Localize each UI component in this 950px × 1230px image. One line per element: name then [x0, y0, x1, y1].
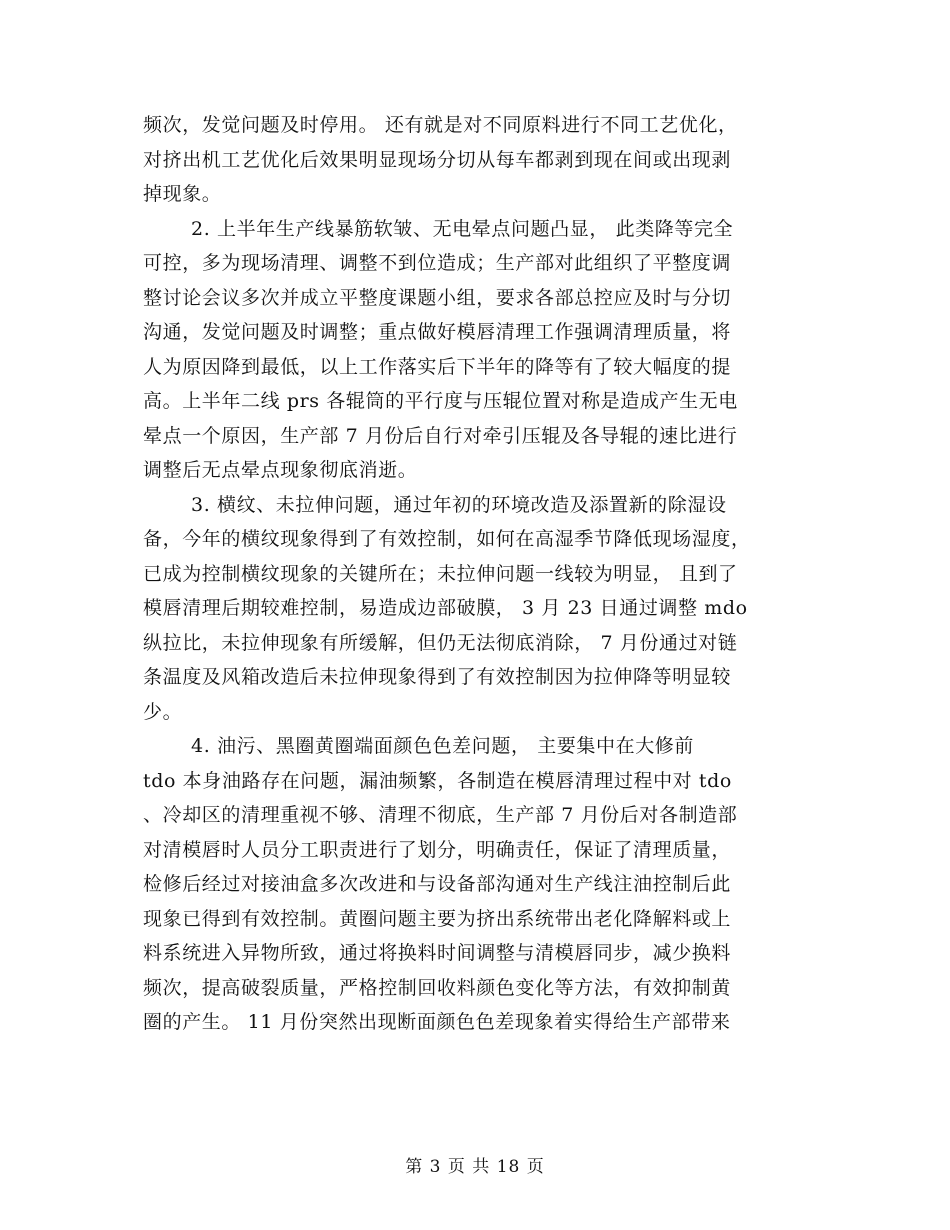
text-line: 调整后无点晕点现象彻底消逝。	[143, 459, 418, 481]
text-line: 检修后经过对接油盒多次改进和与设备部沟通对生产线注油控制后此	[143, 873, 732, 895]
text-line: 少。	[143, 700, 183, 723]
text-line: 模唇清理后期较难控制，易造成边部破膜， 3 月 23 日通过调整 mdo	[143, 597, 748, 619]
text-line: 晕点一个原因，生产部 7 月份后自行对牵引压辊及各导辊的速比进行	[143, 424, 738, 447]
text-line: 料系统进入异物所致，通过将换料时间调整与清模唇同步，减少换料	[143, 942, 732, 964]
paragraph-2-start: 2. 上半年生产线暴筋软皱、无电晕点问题凸显， 此类降等完全	[191, 217, 734, 240]
paragraph-3-start: 3. 横纹、未拉伸问题，通过年初的环境改造及添置新的除湿设	[191, 493, 727, 516]
text-line: 可控，多为现场清理、调整不到位造成；生产部对此组织了平整度调	[143, 252, 732, 274]
text-line: 已成为控制横纹现象的关键所在；未拉伸问题一线较为明显， 且到了	[143, 562, 738, 585]
text-line: 高。上半年二线 prs 各辊筒的平行度与压辊位置对称是造成产生无电	[143, 390, 738, 412]
text-line: 条温度及风箱改造后未拉伸现象得到了有效控制因为拉伸降等明显较	[143, 666, 732, 688]
text-line: 、冷却区的清理重视不够、清理不彻底，生产部 7 月份后对各制造部	[143, 804, 738, 826]
text-line: 沟通，发觉问题及时调整；重点做好模唇清理工作强调清理质量，将	[143, 321, 732, 343]
paragraph-4-start: 4. 油污、黑圈黄圈端面颜色色差问题， 主要集中在大修前	[191, 735, 695, 757]
document-body	[143, 108, 815, 1040]
text-line: tdo 本身油路存在问题，漏油频繁，各制造在模唇清理过程中对 tdo	[143, 769, 732, 792]
text-line: 人为原因降到最低，以上工作落实后下半年的降等有了较大幅度的提	[143, 355, 732, 378]
text-line: 掉现象。	[143, 183, 222, 205]
text-line: 现象已得到有效控制。黄圈问题主要为挤出系统带出老化降解料或上	[143, 907, 732, 930]
text-line: 频次，发觉问题及时停用。 还有就是对不同原料进行不同工艺优化，	[143, 114, 738, 136]
text-line: 对清模唇时人员分工职责进行了划分，明确责任，保证了清理质量，	[143, 838, 732, 861]
page-number-footer: 第 3 页 共 18 页	[405, 1157, 545, 1177]
text-line: 频次，提高破裂质量，严格控制回收料颜色变化等方法，有效抑制黄	[143, 976, 732, 999]
text-line: 圈的产生。 11 月份突然出现断面颜色色差现象着实得给生产部带来	[143, 1011, 731, 1033]
text-line: 纵拉比，未拉伸现象有所缓解，但仍无法彻底消除， 7 月份通过对链	[143, 631, 738, 654]
text-line: 整讨论会议多次并成立平整度课题小组，要求各部总控应及时与分切	[143, 286, 732, 309]
text-line: 备，今年的横纹现象得到了有效控制，如何在高湿季节降低现场湿度，	[143, 528, 751, 550]
text-line: 对挤出机工艺优化后效果明显现场分切从每车都剥到现在间或出现剥	[143, 148, 732, 171]
